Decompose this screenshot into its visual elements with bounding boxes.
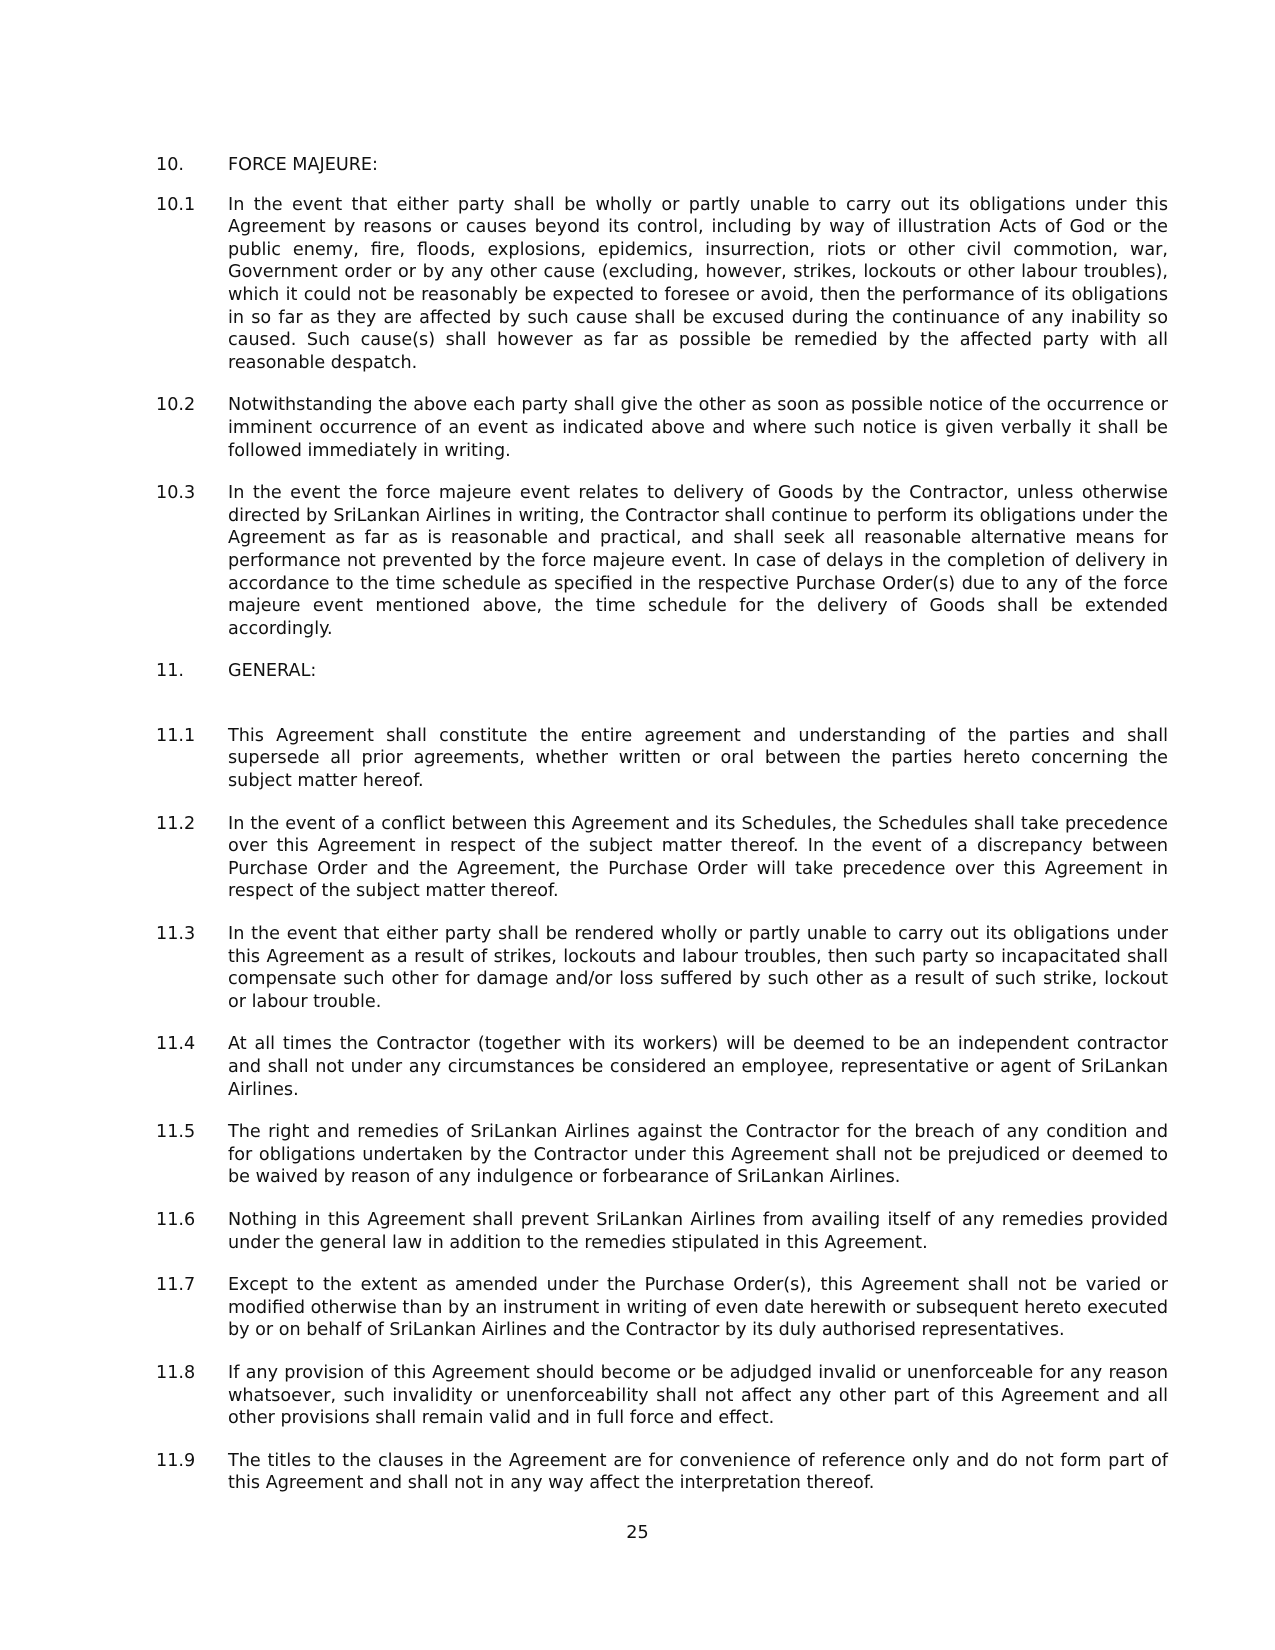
clause-number: 11.7 bbox=[156, 1275, 196, 1296]
clause-11-7 bbox=[156, 1274, 1168, 1342]
clause-number: 10.3 bbox=[156, 483, 196, 504]
clause-11-6 bbox=[156, 1209, 1168, 1254]
clause-10-1 bbox=[156, 194, 1168, 375]
clause-number: 11.6 bbox=[156, 1209, 196, 1230]
clause-number: 11.4 bbox=[156, 1034, 196, 1055]
section-heading-text: GENERAL: bbox=[228, 661, 317, 682]
clause-number: 10.2 bbox=[156, 395, 196, 416]
clause-number: 11.1 bbox=[156, 725, 196, 746]
clause-text: Notwithstanding the above each party shall give the other as soon as possible notice of the occurrence or imminent occurrence of an event as indicated above and where such notice is given verbally it shall be followed immediately in writing. bbox=[228, 395, 1168, 461]
section-heading-11 bbox=[156, 660, 1168, 683]
clause-11-8 bbox=[156, 1362, 1168, 1430]
document-body bbox=[156, 154, 1168, 1495]
clause-text: This Agreement shall constitute the entire agreement and understanding of the parties and shall supersede all prior agreements, whether written or oral between the parties hereto concerning the subject matter hereof. bbox=[228, 725, 1168, 792]
section-heading-10 bbox=[156, 154, 1168, 177]
clause-10-3 bbox=[156, 482, 1168, 640]
clause-text: In the event that either party shall be wholly or partly unable to carry out its obligations under this Agreement by reasons or causes beyond its control, including by way of illustration Acts of God or the public enemy, fire, floods, explosions, epidemics, insurrection, riots or other civil commotion, war, Government order or by any other cause (excluding, however, strikes, lockouts or other labour troubles), which it could not be reasonably be expected to foresee or avoid, then the performance of its obligations in so far as they are affected by such cause shall be excused during the continuance of any inability so caused. Such cause(s) shall however as far as possible be remedied by the affected party with all reasonable despatch. bbox=[228, 194, 1168, 373]
clause-number: 11.9 bbox=[156, 1450, 196, 1471]
clause-10-2 bbox=[156, 394, 1168, 462]
clause-11-9 bbox=[156, 1450, 1168, 1495]
clause-11-4 bbox=[156, 1033, 1168, 1101]
clause-number: 11.2 bbox=[156, 813, 196, 834]
clause-text: At all times the Contractor (together with its workers) will be deemed to be an independent contractor and shall not under any circumstances be considered an employee, representative or agent of SriLankan Airlines. bbox=[228, 1034, 1168, 1100]
clause-text: The right and remedies of SriLankan Airlines against the Contractor for the breach of any condition and for obligations undertaken by the Contractor under this Agreement shall not be prejudiced or deemed to be waived by reason of any indulgence or forbearance of SriLankan Airlines. bbox=[228, 1122, 1168, 1188]
clause-text: In the event that either party shall be rendered wholly or partly unable to carry out its obligations under this Agreement as a result of strikes, lockouts and labour troubles, then such party so incapacitated shall compensate such other for damage and/or loss suffered by such other as a result of such strike, lockout or labour trouble. bbox=[228, 924, 1168, 1012]
clause-text: In the event of a conflict between this Agreement and its Schedules, the Schedules shall take precedence over this Agreement in respect of the subject matter thereof. In the event of a discrepancy between Purchase Order and the Agreement, the Purchase Order will take precedence over this Agreement in respect of the subject matter thereof. bbox=[228, 813, 1168, 902]
clause-text: If any provision of this Agreement should become or be adjudged invalid or unenforceable for any reason whatsoever, such invalidity or unenforceability shall not affect any other part of this Agreement and all other provisions shall remain valid and in full force and effect. bbox=[228, 1362, 1168, 1429]
clause-text: Except to the extent as amended under the Purchase Order(s), this Agreement shall not be varied or modified otherwise than by an instrument in writing of even date herewith or subsequent hereto executed by or on behalf of SriLankan Airlines and the Contractor by its duly authorised representatives. bbox=[228, 1275, 1168, 1341]
clause-number: 10.1 bbox=[156, 194, 196, 215]
clause-11-2 bbox=[156, 813, 1168, 903]
page-number: 25 bbox=[626, 1523, 649, 1543]
clause-number: 11.8 bbox=[156, 1362, 196, 1383]
clause-number: 11.5 bbox=[156, 1122, 196, 1143]
clause-11-3 bbox=[156, 923, 1168, 1013]
clause-text: The titles to the clauses in the Agreement are for convenience of reference only and do not form part of this Agreement and shall not in any way affect the interpretation thereof. bbox=[228, 1450, 1168, 1494]
section-number: 11. bbox=[156, 661, 184, 682]
clause-11-5 bbox=[156, 1121, 1168, 1189]
section-heading-text: FORCE MAJEURE: bbox=[228, 155, 378, 175]
clause-text: Nothing in this Agreement shall prevent SriLankan Airlines from availing itself of any remedies provided under the general law in addition to the remedies stipulated in this Agreement. bbox=[228, 1209, 1168, 1253]
section-number: 10. bbox=[156, 155, 184, 175]
clause-11-1 bbox=[156, 725, 1168, 793]
clause-number: 11.3 bbox=[156, 924, 196, 945]
clause-text: In the event the force majeure event relates to delivery of Goods by the Contractor, unless otherwise directed by SriLankan Airlines in writing, the Contractor shall continue to perform its obligations under the Agreement as far as is reasonable and practical, and shall seek all reasonable alternative means for performance not prevented by the force majeure event. In case of delays in the completion of delivery in accordance to the time schedule as specified in the respective Purchase Order(s) due to any of the force majeure event mentioned above, the time schedule for the delivery of Goods shall be extended accordingly. bbox=[228, 483, 1168, 639]
